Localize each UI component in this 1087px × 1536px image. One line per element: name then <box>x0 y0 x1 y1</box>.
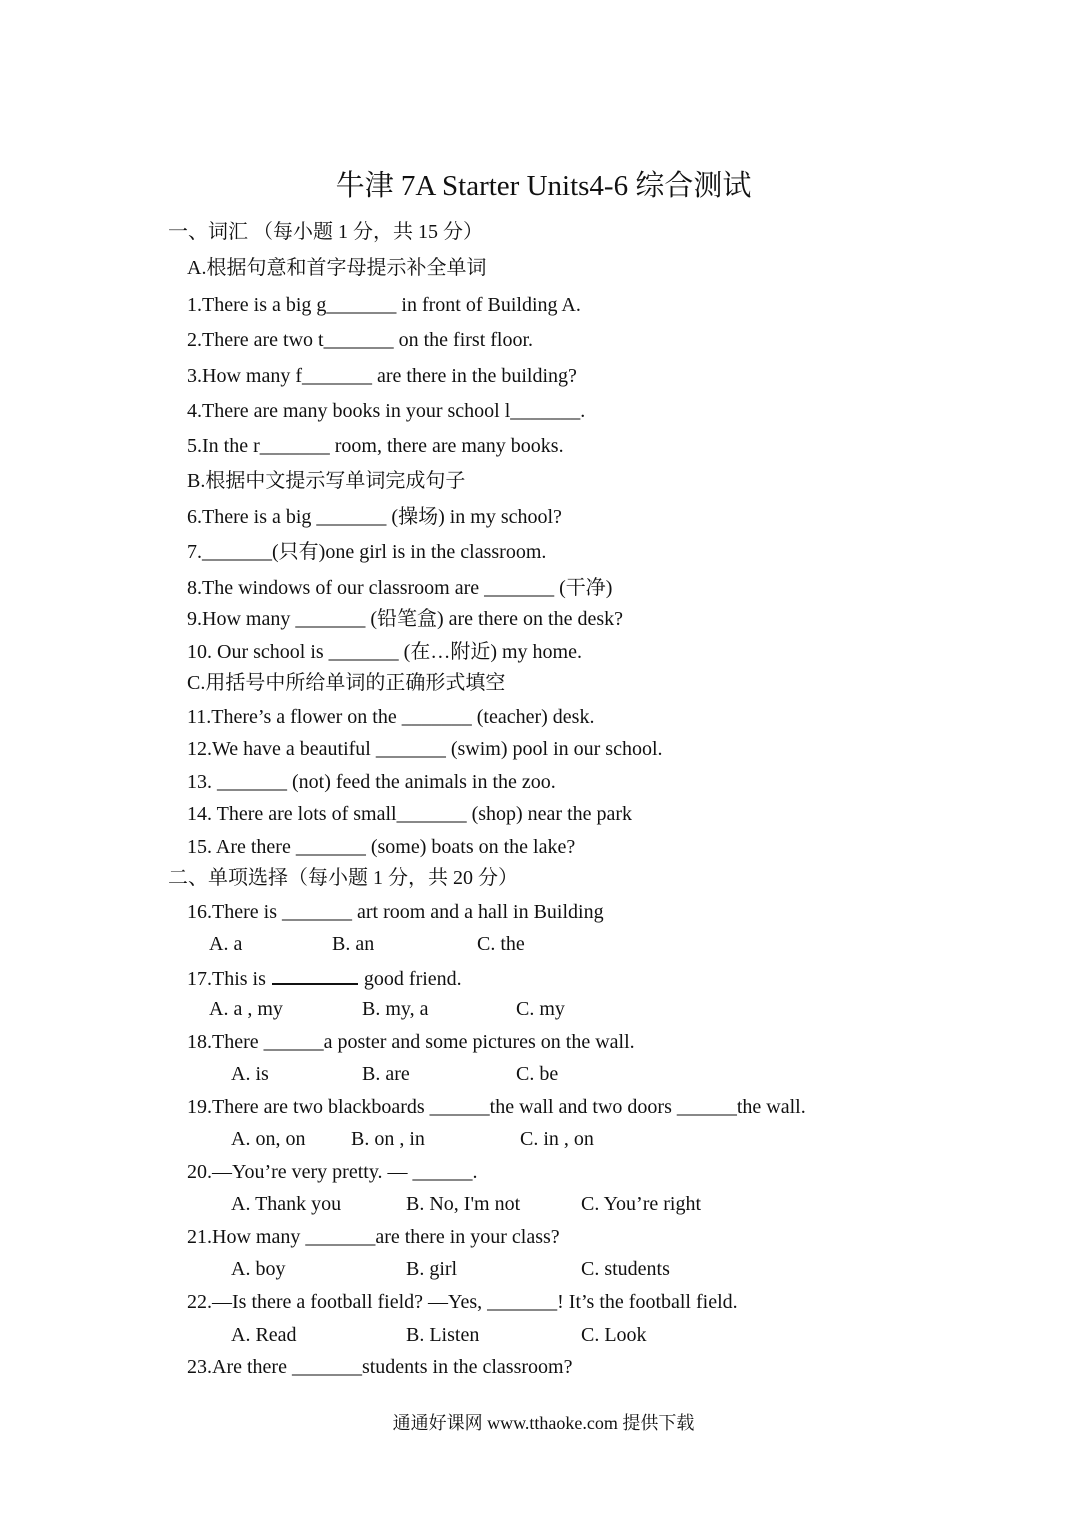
question-17 <box>187 965 462 991</box>
answer-blank <box>272 965 358 985</box>
question-11: 11.There’s a flower on the _______ (teacher) desk. <box>187 706 595 728</box>
question-17-stem-end: good friend. <box>363 968 462 990</box>
question-1: 1.There is a big g_______ in front of Building A. <box>187 294 581 316</box>
question-4: 4.There are many books in your school l_______. <box>187 400 586 422</box>
option-c: C. students <box>581 1258 670 1280</box>
option-a: A. on, on <box>231 1128 306 1150</box>
question-21: 21.How many _______are there in your class? <box>187 1226 560 1248</box>
option-a: A. a , my <box>209 998 283 1020</box>
option-c: C. be <box>516 1063 559 1085</box>
option-b: B. an <box>332 933 375 955</box>
question-3: 3.How many f_______ are there in the building? <box>187 365 577 387</box>
option-a: A. is <box>231 1063 269 1085</box>
question-16: 16.There is _______ art room and a hall in Building <box>187 901 604 923</box>
question-19: 19.There are two blackboards ______the wall and two doors ______the wall. <box>187 1096 806 1118</box>
option-a: A. boy <box>231 1258 286 1280</box>
question-20: 20.—You’re very pretty. — ______. <box>187 1161 478 1183</box>
question-15: 15. Are there _______ (some) boats on the lake? <box>187 836 576 858</box>
question-14: 14. There are lots of small_______ (shop) near the park <box>187 803 633 825</box>
question-7: 7._______(只有)one girl is in the classroom. <box>187 541 547 563</box>
question-10: 10. Our school is _______ (在…附近) my home. <box>187 641 582 663</box>
question-8: 8.The windows of our classroom are _______ (干净) <box>187 577 613 599</box>
option-b: B. Listen <box>406 1324 480 1346</box>
question-22: 22.—Is there a football field? —Yes, _______! It’s the football field. <box>187 1291 738 1313</box>
part-a-instruction: A.根据句意和首字母提示补全单词 <box>187 257 487 279</box>
option-a: A. Thank you <box>231 1193 342 1215</box>
question-17-stem-start: 17.This is <box>187 968 266 990</box>
part-c-instruction: C.用括号中所给单词的正确形式填空 <box>187 672 506 694</box>
question-5: 5.In the r_______ room, there are many books. <box>187 435 564 457</box>
question-18: 18.There ______a poster and some pictures on the wall. <box>187 1031 635 1053</box>
option-a: A. Read <box>231 1324 297 1346</box>
question-23: 23.Are there _______students in the classroom? <box>187 1356 573 1378</box>
option-c: C. You’re right <box>581 1193 702 1215</box>
section-heading-vocabulary: 一、词汇 （每小题 1 分，共 15 分） <box>168 221 483 243</box>
question-2: 2.There are two t_______ on the first floor. <box>187 329 534 351</box>
footer-source: 通通好课网 www.tthaoke.com 提供下载 <box>392 1413 695 1433</box>
option-c: C. my <box>516 998 565 1020</box>
question-9: 9.How many _______ (铅笔盒) are there on the desk? <box>187 608 623 630</box>
option-b: B. No, I'm not <box>406 1193 521 1215</box>
option-c: C. Look <box>581 1324 647 1346</box>
section-heading-multiple-choice: 二、单项选择（每小题 1 分，共 20 分） <box>168 867 518 889</box>
option-b: B. girl <box>406 1258 458 1280</box>
option-b: B. on , in <box>351 1128 425 1150</box>
part-b-instruction: B.根据中文提示写单词完成句子 <box>187 470 466 492</box>
option-a: A. a <box>209 933 243 955</box>
question-12: 12.We have a beautiful _______ (swim) pool in our school. <box>187 738 663 760</box>
option-c: C. in , on <box>520 1128 594 1150</box>
question-6: 6.There is a big _______ (操场) in my school? <box>187 506 562 528</box>
option-b: B. are <box>362 1063 410 1085</box>
page-title: 牛津 7A Starter Units4-6 综合测试 <box>335 170 752 202</box>
question-13: 13. _______ (not) feed the animals in the zoo. <box>187 771 556 793</box>
option-c: C. the <box>477 933 525 955</box>
option-b: B. my, a <box>362 998 429 1020</box>
